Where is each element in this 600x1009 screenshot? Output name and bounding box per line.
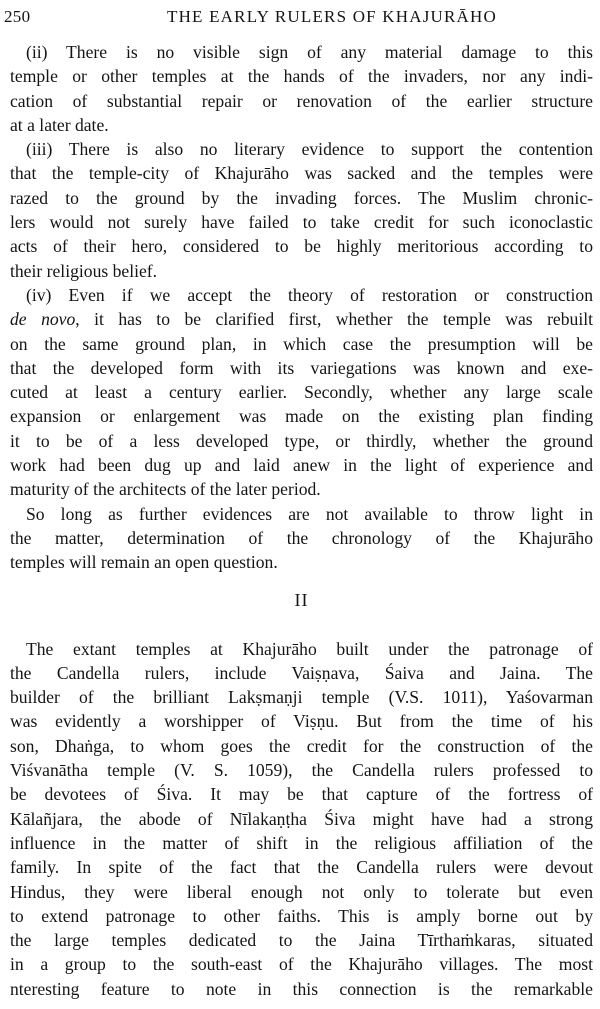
text-line: in a group to the south-east of the Khajurāho villages. The most <box>10 954 593 975</box>
text-line: at a later date. <box>10 114 109 135</box>
running-head: THE EARLY RULERS OF KHAJURĀHO <box>167 7 497 26</box>
text-line: influence in the matter of shift in the religious affiliation of the <box>10 832 593 853</box>
text-line: Kālañjara, the abode of Nīlakaṇṭha Śiva might have had a strong <box>10 808 593 829</box>
text-line: temples will remain an open question. <box>10 552 278 573</box>
text-line: family. In spite of the fact that the Candella rulers were devout <box>10 857 593 878</box>
text-line: be devotees of Śiva. It may be that capture of the fortress of <box>10 784 593 805</box>
text-line: maturity of the architects of the later period. <box>10 479 321 500</box>
text-line: acts of their hero, considered to be highly meritorious according to <box>10 236 593 257</box>
text-line: the matter, determination of the chronology of the Khajurāho <box>10 527 593 548</box>
text-line: their religious belief. <box>10 260 158 281</box>
section-heading: II <box>294 589 309 610</box>
text-line: de novo, it has to be clarified first, whether the temple was rebuilt <box>10 309 593 330</box>
paragraph-iv <box>10 283 593 502</box>
text-line: that the temple-city of Khajurāho was sacked and the temples were <box>10 163 593 184</box>
text-line: it to be of a less developed type, or thirdly, whether the ground <box>10 430 593 451</box>
text-line: the large temples dedicated to the Jaina Tīrthaṁkaras, situated <box>10 930 593 951</box>
text-line: cuted at least a century earlier. Secondly, whether any large scale <box>10 382 593 403</box>
text-line: expansion or enlargement was made on the existing plan finding <box>10 406 593 427</box>
italic-phrase: de novo <box>10 309 76 330</box>
page-header <box>0 5 600 29</box>
text-line: Viśvanātha temple (V. S. 1059), the Candella rulers professed to <box>10 760 593 781</box>
text-line: Hindus, they were liberal enough not only to tolerate but even <box>10 881 593 902</box>
paragraph-ii <box>10 40 593 137</box>
text-line: that the developed form with its variegations was known and exe- <box>10 357 593 378</box>
paragraph-iii <box>10 137 593 283</box>
text-line: So long as further evidences are not available to throw light in <box>26 503 593 524</box>
text-line: nteresting feature to note in this connection is the remarkable <box>10 978 593 999</box>
text-line: (iv) Even if we accept the theory of restoration or construction <box>26 284 593 305</box>
page-number: 250 <box>4 7 31 26</box>
text-line: temple or other temples at the hands of the invaders, nor any indi- <box>10 66 593 87</box>
text-line: razed to the ground by the invading forces. The Muslim chronic- <box>10 187 593 208</box>
text-line: cation of substantial repair or renovation of the earlier structure <box>10 90 593 111</box>
text-line: work had been dug up and laid anew in the light of experience and <box>10 455 593 476</box>
body-text <box>10 40 593 1001</box>
text-line: on the same ground plan, in which case the presumption will be <box>10 333 593 354</box>
text-line: (iii) There is also no literary evidence to support the contention <box>26 139 593 160</box>
text-line: son, Dhaṅga, to whom goes the credit for the construction of the <box>10 735 593 756</box>
text-line: lers would not surely have failed to take credit for such iconoclastic <box>10 212 593 233</box>
text-line: builder of the brilliant Lakṣmaṇji temple (V.S. 1011), Yaśovarman <box>10 687 593 708</box>
paragraph-conclusion <box>10 502 593 575</box>
text-line: The extant temples at Khajurāho built under the patronage of <box>26 638 593 659</box>
section-ii-paragraph <box>10 637 593 1001</box>
text-line: to extend patronage to other faiths. This is amply borne out by <box>10 905 593 926</box>
text-line: the Candella rulers, include Vaiṣṇava, Śaiva and Jaina. The <box>10 662 593 683</box>
text-line: was evidently a worshipper of Viṣṇu. But from the time of his <box>10 711 593 732</box>
text-line: (ii) There is no visible sign of any material damage to this <box>26 42 593 62</box>
